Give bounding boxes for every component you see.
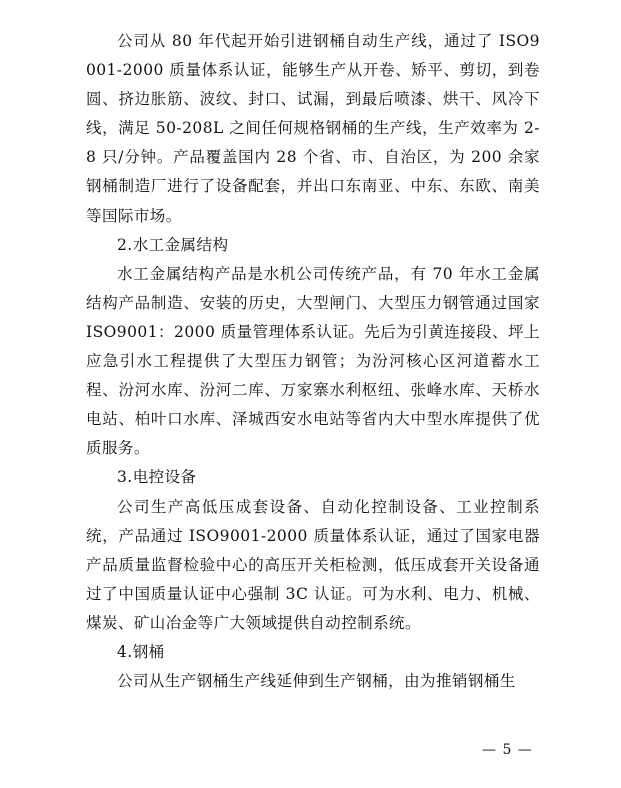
document-body	[86, 27, 540, 696]
section-heading-hydraulic-metal-structures: 2.水工金属结构	[117, 235, 229, 254]
paragraph-electrical-control-equipment: 公司生产高低压成套设备、自动化控制设备、工业控制系统，产品通过 ISO9001-2000 质量体系认证，通过了国家电器产品质量监督检验中心的高压开关柜检测，低压成套开关设备通过了中国质量认证中心强制 3C 认证。可为水利、电力、机械、煤炭、矿山冶金等广大领域提供自动控制系统。	[86, 497, 540, 632]
section-heading-steel-drums: 4.钢桶	[117, 642, 165, 661]
paragraph-hydraulic-metal-structures: 水工金属结构产品是水机公司传统产品，有 70 年水工金属结构产品制造、安装的历史，大型闸门、大型压力钢管通过国家 ISO9001：2000 质量管理体系认证。先后为引黄连接段、坪上应急引水工程提供了大型压力钢管；为汾河核心区河道蓄水工程、汾河水库、汾河二库、万家寨水利枢纽、张峰水库、天桥水电站、柏叶口水库、泽城西安水电站等省内大中型水库提供了优质服务。	[86, 264, 540, 458]
paragraph-steel-drums: 公司从生产钢桶生产线延伸到生产钢桶，由为推销钢桶生	[117, 672, 516, 691]
paragraph-steel-drum-production-line: 公司从 80 年代起开始引进钢桶自动生产线，通过了 ISO9001-2000 质量体系认证，能够生产从开卷、矫平、剪切，到卷圆、挤边胀筋、波纹、封口、试漏，到最后喷漆、烘干、风冷下线，满足 50-208L 之间任何规格钢桶的生产线，生产效率为 2-8 只/分钟。产品覆盖国内 28 个省、市、自治区，为 200 余家钢桶制造厂进行了设备配套，并出口东南亚、中东、东欧、南美等国际市场。	[86, 32, 540, 225]
page-number: — 5 —	[482, 742, 533, 758]
section-heading-electrical-control-equipment: 3.电控设备	[117, 468, 197, 487]
